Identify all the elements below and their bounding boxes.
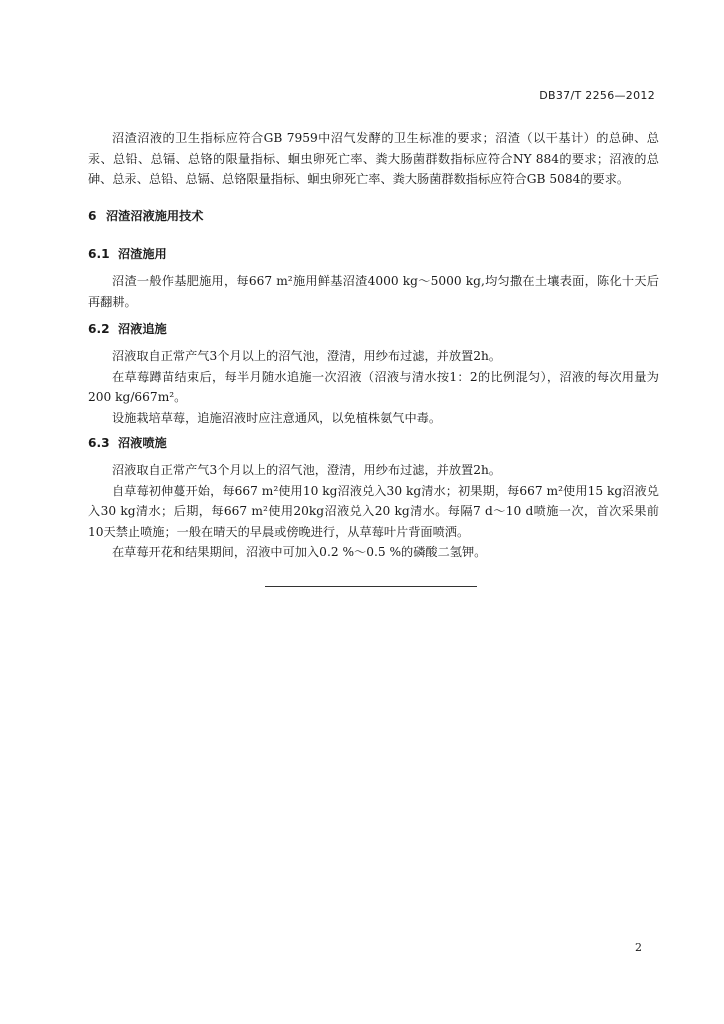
section-number: 6.1: [88, 247, 110, 261]
section-number: 6.2: [88, 322, 110, 336]
page-number: 2: [635, 941, 642, 954]
paragraph: 在草莓开花和结果期间，沼液中可加入0.2 %～0.5 %的磷酸二氢钾。: [112, 545, 487, 559]
section-6-3-heading: [88, 434, 167, 451]
paragraph: 沼液取自正常产气3个月以上的沼气池，澄清，用纱布过滤，并放置2h。: [112, 463, 501, 477]
section-title: 沼液追施: [118, 322, 167, 336]
paragraph: 设施栽培草莓，追施沼液时应注意通风，以免植株氨气中毒。: [112, 410, 442, 425]
section-number: 6: [88, 209, 97, 223]
paragraph: 在草莓蹲苗结束后，每半月随水追施一次沼液（沼液与清水按1：2的比例混匀），沼液的每次用量为200 kg/667m²。: [88, 369, 659, 404]
section-title: 沼渣施用: [118, 247, 167, 261]
section-title: 沼液喷施: [118, 436, 167, 450]
section-6-1-body: [88, 271, 659, 312]
paragraph: 沼液取自正常产气3个月以上的沼气池，澄清，用纱布过滤，并放置2h。: [112, 349, 501, 363]
intro-block: [88, 128, 659, 190]
section-number: 6.3: [88, 436, 110, 450]
section-6-3-body: [88, 460, 659, 563]
section-title: 沼渣沼液施用技术: [106, 209, 204, 223]
paragraph: 沼渣一般作基肥施用，每667 m²施用鲜基沼渣4000 kg～5000 kg,均匀撒在土壤表面，陈化十天后再翻耕。: [88, 274, 659, 309]
paragraph: 自草莓初伸蔓开始，每667 m²使用10 kg沼液兑入30 kg清水；初果期，每667 m²使用15 kg沼液兑入30 kg清水；后期，每667 m²使用20kg沼液兑入20 kg清水。每隔7 d～10 d喷施一次，首次采果前10天禁止喷施；一般在晴天的早晨或傍晚进行，从草莓叶片背面喷洒。: [88, 483, 659, 539]
section-6-2-body: [88, 346, 659, 428]
end-of-document-rule: [265, 586, 477, 587]
document-code: DB37/T 2256—2012: [539, 89, 655, 102]
section-6-2-heading: [88, 320, 167, 337]
intro-paragraph: 沼渣沼液的卫生指标应符合GB 7959中沼气发酵的卫生标准的要求；沼渣（以干基计）的总砷、总汞、总铅、总镉、总铬的限量指标、蛔虫卵死亡率、粪大肠菌群数指标应符合NY 884的要求；沼液的总砷、总汞、总铅、总镉、总铬限量指标、蛔虫卵死亡率、粪大肠菌群数指标应符合GB 5084的要求。: [88, 131, 659, 186]
section-6-heading: [88, 207, 204, 224]
section-6-1-heading: [88, 245, 167, 262]
